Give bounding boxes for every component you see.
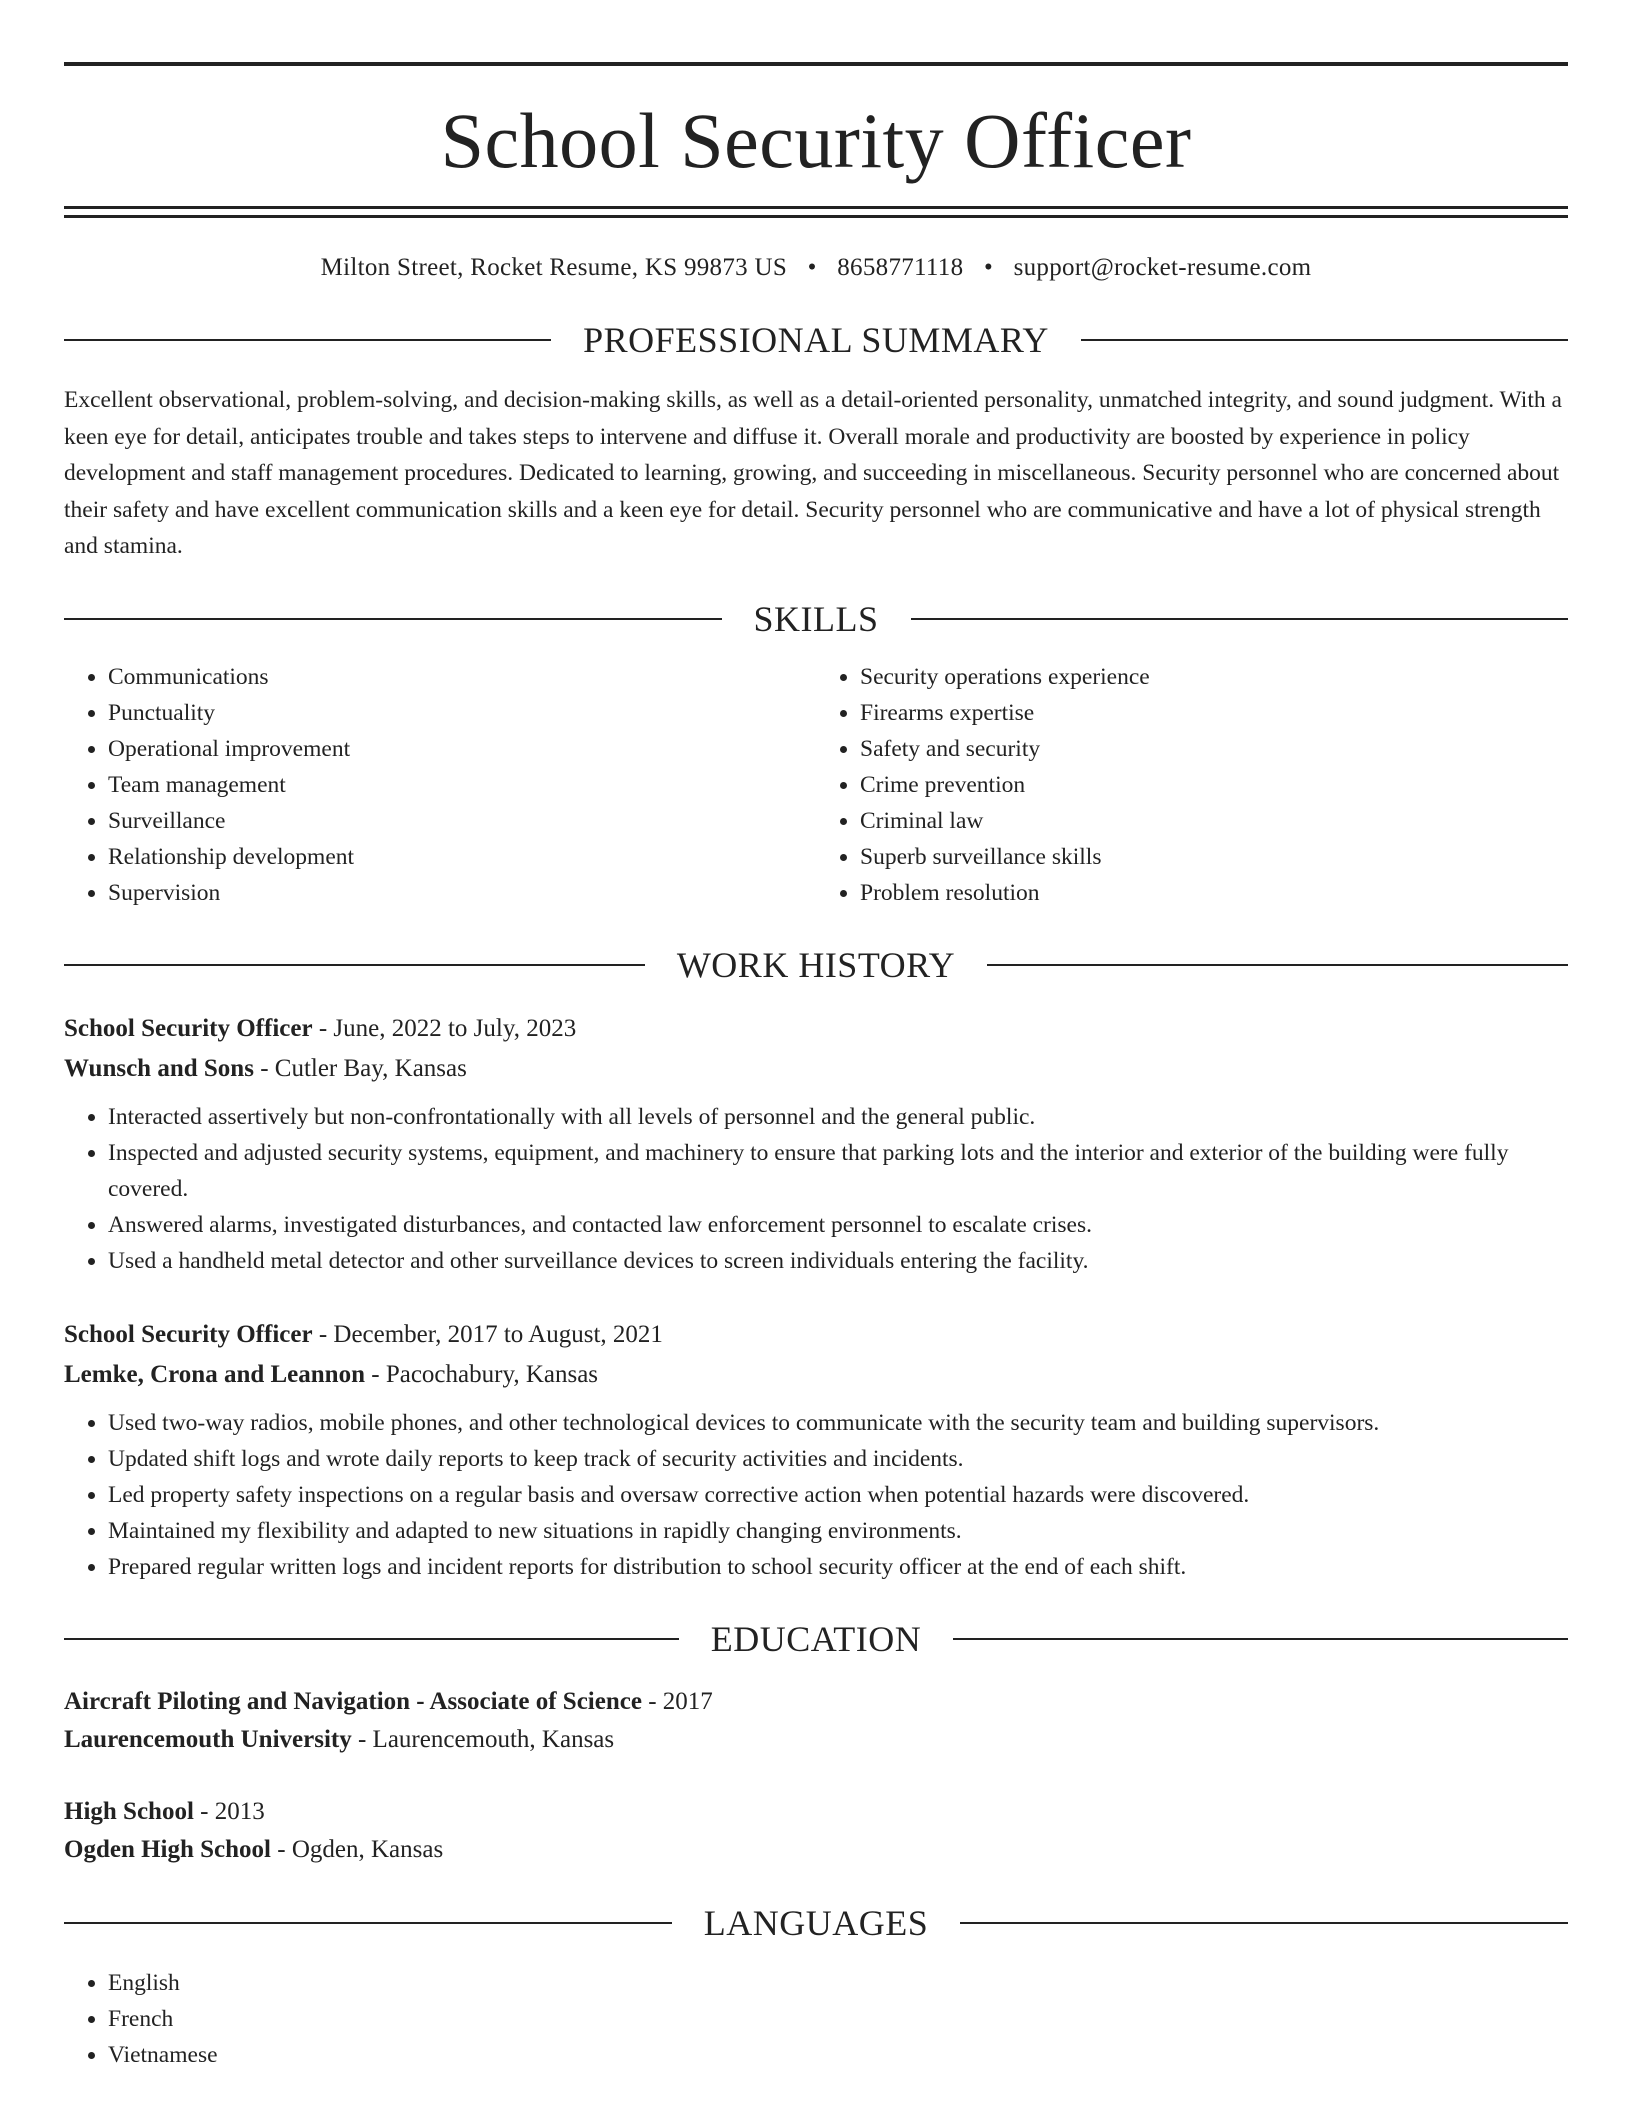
- resume-page: [64, 62, 1568, 2073]
- skill-item: • Problem resolution: [860, 875, 1568, 911]
- section-label: WORK HISTORY: [676, 944, 956, 985]
- section-label: PROFESSIONAL SUMMARY: [583, 320, 1049, 360]
- skill-item: • Punctuality: [108, 695, 816, 731]
- skills-list: [64, 659, 1568, 911]
- job-title-line: [64, 1315, 1568, 1355]
- contact-phone: 8658771118: [837, 254, 964, 281]
- education-location: - Ogden, Kansas: [271, 1835, 444, 1863]
- education-year: - 2017: [641, 1687, 713, 1715]
- skills-column-left: [64, 659, 816, 911]
- heading-rule-left: [64, 964, 645, 966]
- heading-rule-left: [64, 1922, 672, 1924]
- section-heading-languages: [64, 1903, 1568, 1943]
- heading-rule-left: [64, 1638, 679, 1640]
- job-title: School Security Officer: [64, 1014, 313, 1042]
- heading-rule-right: [1081, 339, 1568, 341]
- skill-item: • Operational improvement: [108, 731, 816, 767]
- job-bullet: • Prepared regular written logs and incident reports for distribution to school security officer at the end of each shift.: [108, 1549, 1568, 1585]
- education-location: - Laurencemouth, Kansas: [351, 1725, 615, 1753]
- skill-item: • Firearms expertise: [860, 695, 1568, 731]
- job-bullet: • Answered alarms, investigated disturbances, and contacted law enforcement personnel to escalate crises.: [108, 1207, 1568, 1243]
- job-bullet: • Used a handheld metal detector and other surveillance devices to screen individuals entering the facility.: [108, 1243, 1568, 1279]
- heading-rule-left: [64, 618, 722, 620]
- education-degree: Aircraft Piloting and Navigation - Associate of Science: [64, 1687, 642, 1715]
- heading-rule-right: [911, 618, 1569, 620]
- job-dates: - June, 2022 to July, 2023: [312, 1014, 577, 1042]
- skill-item: • Superb surveillance skills: [860, 839, 1568, 875]
- job-dates: - December, 2017 to August, 2021: [312, 1320, 663, 1348]
- job-bullet: • Inspected and adjusted security systems, equipment, and machinery to ensure that parking lots and the interior and exterior of the building were fully covered.: [108, 1135, 1568, 1207]
- education-school: Laurencemouth University: [64, 1725, 352, 1753]
- job-title-line: [64, 1009, 1568, 1049]
- education-school: Ogden High School: [64, 1835, 271, 1863]
- language-item: • English: [108, 1965, 1568, 2001]
- education-school-line: [64, 1721, 1568, 1759]
- job-entry: [64, 1315, 1568, 1585]
- job-company: Lemke, Crona and Leannon: [64, 1360, 365, 1388]
- heading-rule-left: [64, 339, 551, 341]
- skill-item: • Team management: [108, 767, 816, 803]
- education-year: - 2013: [193, 1797, 265, 1825]
- education-school-line: [64, 1831, 1568, 1869]
- contact-line: [64, 254, 1568, 286]
- contact-separator: •: [807, 254, 817, 281]
- job-bullet: • Maintained my flexibility and adapted to new situations in rapidly changing environments.: [108, 1513, 1568, 1549]
- section-label: LANGUAGES: [703, 1902, 929, 1943]
- skills-column-right: [816, 659, 1568, 911]
- job-bullet: • Updated shift logs and wrote daily reports to keep track of security activities and incidents.: [108, 1441, 1568, 1477]
- skill-item: • Relationship development: [108, 839, 816, 875]
- education-degree: High School: [64, 1797, 194, 1825]
- contact-separator: •: [983, 254, 994, 281]
- job-location: - Pacochabury, Kansas: [365, 1360, 599, 1388]
- section-label: SKILLS: [753, 598, 879, 639]
- section-heading-skills: [64, 599, 1568, 639]
- contact-email: support@rocket-resume.com: [1013, 254, 1312, 281]
- resume-title: School Security Officer: [440, 97, 1192, 184]
- job-bullet: • Used two-way radios, mobile phones, and other technological devices to communicate with the security team and building supervisors.: [108, 1405, 1568, 1441]
- language-item: • French: [108, 2001, 1568, 2037]
- section-label: EDUCATION: [710, 1618, 922, 1659]
- job-bullets: [64, 1405, 1568, 1585]
- job-entry: [64, 1009, 1568, 1279]
- skill-item: • Security operations experience: [860, 659, 1568, 695]
- header-double-rule: [64, 206, 1568, 218]
- education-degree-line: [64, 1793, 1568, 1831]
- skill-item: • Communications: [108, 659, 816, 695]
- skill-item: • Surveillance: [108, 803, 816, 839]
- skill-item: • Supervision: [108, 875, 816, 911]
- education-degree-line: [64, 1683, 1568, 1721]
- section-heading-work: [64, 945, 1568, 985]
- job-company-line: [64, 1355, 1568, 1395]
- contact-address: Milton Street, Rocket Resume, KS 99873 US: [320, 254, 788, 281]
- job-location: - Cutler Bay, Kansas: [253, 1054, 467, 1082]
- job-title: School Security Officer: [64, 1320, 313, 1348]
- skill-item: • Criminal law: [860, 803, 1568, 839]
- job-company: Wunsch and Sons: [64, 1054, 254, 1082]
- language-item: • Vietnamese: [108, 2037, 1568, 2073]
- job-bullet: • Led property safety inspections on a regular basis and oversaw corrective action when potential hazards were discovered.: [108, 1477, 1568, 1513]
- header-top-rule: [64, 62, 1568, 66]
- heading-rule-right: [987, 964, 1568, 966]
- skill-item: • Crime prevention: [860, 767, 1568, 803]
- job-company-line: [64, 1049, 1568, 1089]
- section-heading-education: [64, 1619, 1568, 1659]
- skill-item: • Safety and security: [860, 731, 1568, 767]
- education-entry: [64, 1793, 1568, 1869]
- heading-rule-right: [953, 1638, 1568, 1640]
- heading-rule-right: [960, 1922, 1568, 1924]
- languages-list: [64, 1965, 1568, 2073]
- job-bullet: • Interacted assertively but non-confrontationally with all levels of personnel and the general public.: [108, 1099, 1568, 1135]
- job-bullets: [64, 1099, 1568, 1279]
- section-heading-summary: [64, 320, 1568, 360]
- education-entry: [64, 1683, 1568, 1759]
- summary-text: Excellent observational, problem-solving, and decision-making skills, as well as a detail-oriented personality, unmatched integrity, and sound judgment. With a keen eye for detail, anticipates trouble and takes steps to intervene and diffuse it. Overall morale and productivity are boosted by experience in policy development and staff management procedures. Dedicated to learning, growing, and succeeding in miscellaneous. Security personnel who are concerned about their safety and have excellent communication skills and a keen eye for detail. Security personnel who are communicative and have a lot of physical strength and stamina.: [64, 387, 1562, 559]
